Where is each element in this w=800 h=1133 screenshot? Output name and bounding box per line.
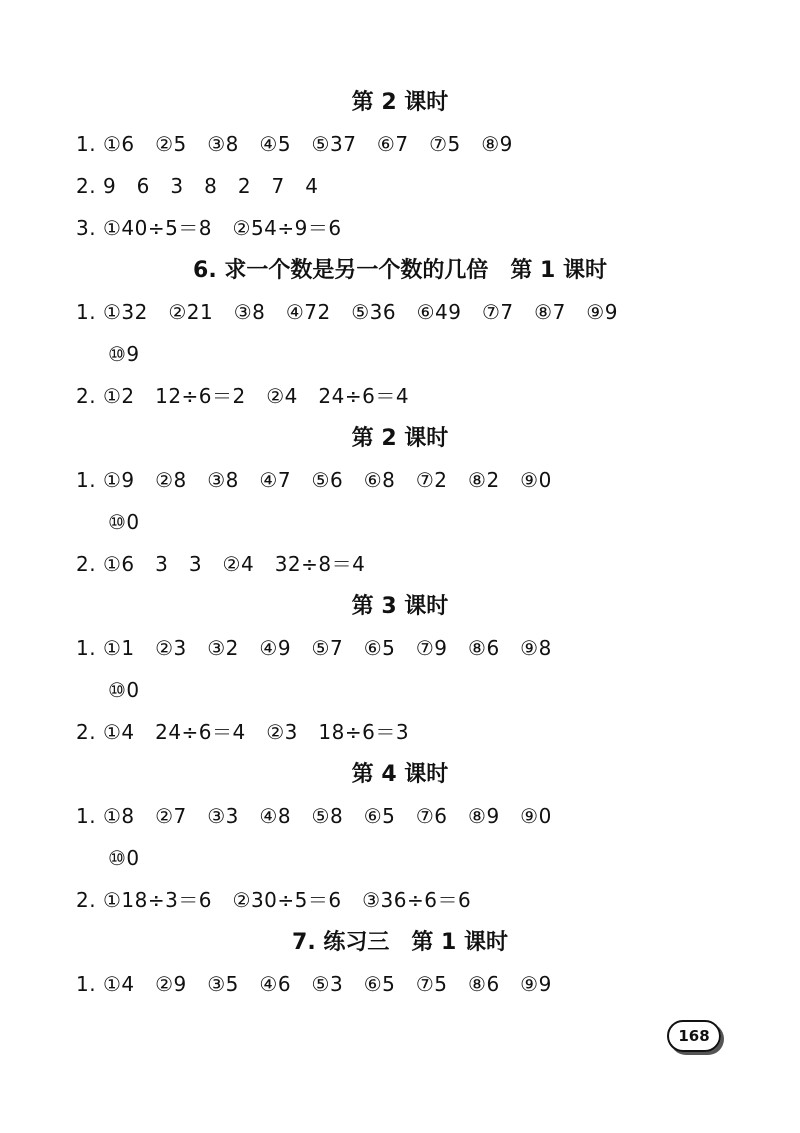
section-heading: 第 3 课时 xyxy=(351,594,449,619)
answer-line: 2. ①18÷3＝6 ②30÷5＝6 ③36÷6＝6 xyxy=(76,888,472,912)
answer-line-continuation: ⑩9 xyxy=(108,342,140,366)
answer-line: 1. ①8 ②7 ③3 ④8 ⑤8 ⑥5 ⑦6 ⑧9 ⑨0 xyxy=(76,804,552,828)
answer-line: 2. ①2 12÷6＝2 ②4 24÷6＝4 xyxy=(76,384,410,408)
answer-line: 1. ①6 ②5 ③8 ④5 ⑤37 ⑥7 ⑦5 ⑧9 xyxy=(76,132,513,156)
answer-line: 2. ①6 3 3 ②4 32÷8＝4 xyxy=(76,552,366,576)
answer-line: 1. ①4 ②9 ③5 ④6 ⑤3 ⑥5 ⑦5 ⑧6 ⑨9 xyxy=(76,972,552,996)
page-number-badge xyxy=(667,1020,721,1052)
section-heading: 7. 练习三 第 1 课时 xyxy=(292,930,508,955)
answer-line: 1. ①9 ②8 ③8 ④7 ⑤6 ⑥8 ⑦2 ⑧2 ⑨0 xyxy=(76,468,552,492)
answer-line: 3. ①40÷5＝8 ②54÷9＝6 xyxy=(76,216,342,240)
page-number: 168 xyxy=(678,1027,710,1045)
answer-line-continuation: ⑩0 xyxy=(108,510,140,534)
section-heading: 第 2 课时 xyxy=(351,90,449,115)
answer-line-continuation: ⑩0 xyxy=(108,846,140,870)
section-heading: 第 4 课时 xyxy=(351,762,449,787)
section-heading: 6. 求一个数是另一个数的几倍 第 1 课时 xyxy=(193,258,607,283)
answer-line-continuation: ⑩0 xyxy=(108,678,140,702)
answer-line: 1. ①1 ②3 ③2 ④9 ⑤7 ⑥5 ⑦9 ⑧6 ⑨8 xyxy=(76,636,552,660)
answer-line: 2. ①4 24÷6＝4 ②3 18÷6＝3 xyxy=(76,720,410,744)
answer-line: 1. ①32 ②21 ③8 ④72 ⑤36 ⑥49 ⑦7 ⑧7 ⑨9 xyxy=(76,300,618,324)
section-heading: 第 2 课时 xyxy=(351,426,449,451)
answer-line: 2. 9 6 3 8 2 7 4 xyxy=(76,174,319,198)
